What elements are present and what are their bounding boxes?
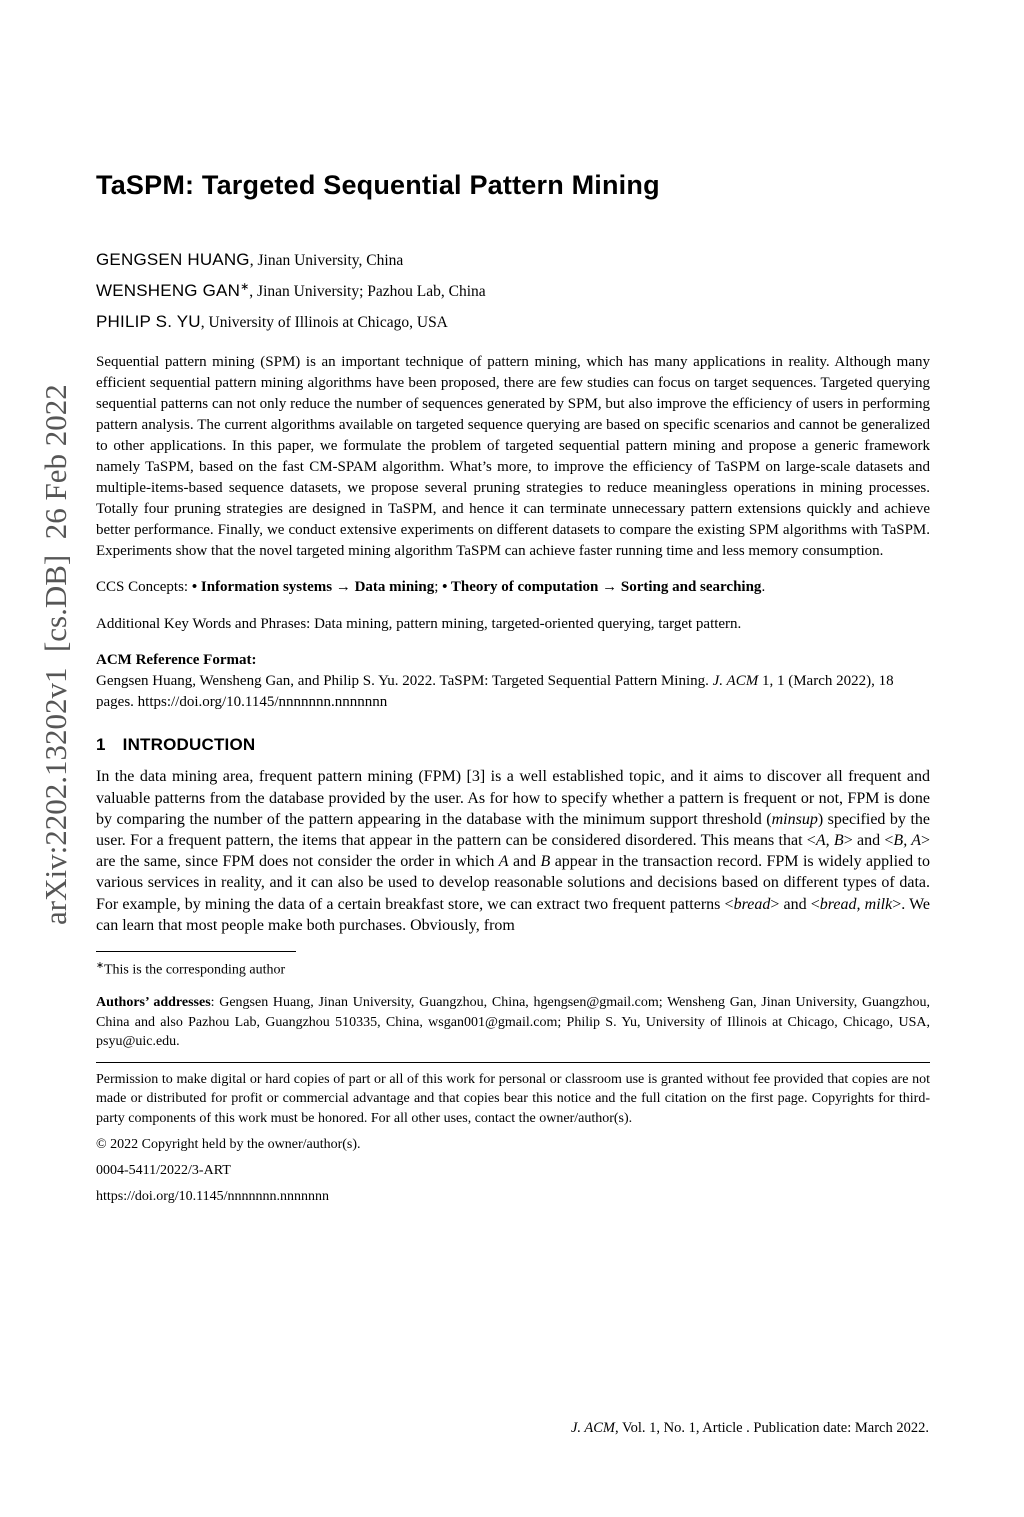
acm-reference-format-heading: ACM Reference Format: <box>96 652 257 669</box>
footnote-divider <box>96 951 296 952</box>
arxiv-watermark: arXiv:2202.13202v1 [cs.DB] 26 Feb 2022 <box>38 384 73 926</box>
keywords: Additional Key Words and Phrases: Data mining, pattern mining, targeted-oriented querying, target pattern. <box>96 616 742 633</box>
author-affiliation: , University of Illinois at Chicago, USA <box>200 314 448 332</box>
author-name: PHILIP S. YU <box>96 312 201 332</box>
author-line <box>96 274 930 305</box>
author-name: WENSHENG GAN <box>96 281 241 301</box>
paper-page <box>96 0 930 1206</box>
doi-link[interactable]: https://doi.org/10.1145/nnnnnnn.nnnnnnn <box>96 1188 329 1204</box>
author-line <box>96 305 930 336</box>
journal-footer: J. ACM, Vol. 1, No. 1, Article . Publication date: March 2022. <box>570 1420 929 1436</box>
issn-line: 0004-5411/2022/3-ART <box>96 1162 231 1178</box>
introduction-paragraph: In the data mining area, frequent pattern mining (FPM) [3] is a well established topic, and it aims to discover all frequent and valuable patterns from the database provided by the user. As for how to specify whether a pattern is frequent or not, FPM is done by comparing the number of the pattern appearing in the database with the minimum support threshold (minsup) specified by the user. For a frequent pattern, the items that appear in the pattern can be considered disordered. This means that <A, B> and <B, A> are the same, since FPM does not consider the order in which A and B appear in the transaction record. FPM is widely applied to various services in reality, and it can also be used to develop reasonable solutions and decisions based on different types of data. For example, by mining the data of a certain breakfast store, we can extract two frequent patterns <bread> and <bread, milk>. We can learn that most people make both purchases. Obviously, from <box>96 768 931 934</box>
corresponding-author-footnote: ∗This is the corresponding author <box>96 961 286 978</box>
section-number: 1 <box>96 735 106 755</box>
permission-divider <box>96 1062 930 1063</box>
permission-statement: Permission to make digital or hard copies of part or all of this work for personal or classroom use is granted without fee provided that copies are not made or distributed for profit or commercial advantage and that copies bear this notice and the full citation on the first page. Copyrights for third-party components of this work must be honored. For all other uses, contact the owner/author(s). <box>96 1071 930 1126</box>
acm-reference-citation: Gengsen Huang, Wensheng Gan, and Philip S. Yu. 2022. TaSPM: Targeted Sequential Pattern Mining. J. ACM 1, 1 (March 2022), 18 pages. https://doi.org/10.1145/nnnnnnn.nnnnnnn <box>96 673 894 711</box>
page-title: TaSPM: Targeted Sequential Pattern Mining <box>96 170 660 200</box>
authors-addresses: Authors’ addresses: Gengsen Huang, Jinan University, Guangzhou, China, hgengsen@gmail.com; Wensheng Gan, Jinan University, Guangzhou, China and also Pazhou Lab, Guangzhou 510335, China, wsgan001@gmail.com; Philip S. Yu, University of Illinois at Chicago, Chicago, USA, psyu@uic.edu. <box>96 995 930 1050</box>
author-footnote-mark: ∗ <box>240 281 250 294</box>
abstract-text: Sequential pattern mining (SPM) is an important technique of pattern mining, which has many applications in reality. Although many efficient sequential pattern mining algorithms have been proposed, there are few studies can focus on target sequences. Targeted querying sequential patterns can not only reduce the number of sequences generated by SPM, but also improve the efficiency of users in performing pattern analysis. The current algorithms available on targeted sequence querying are based on specific scenarios and cannot be generalized to other applications. In this paper, we formulate the problem of targeted sequential pattern mining and propose a generic framework namely TaSPM, based on the fast CM-SPAM algorithm. What’s more, to improve the efficiency of TaSPM on large-scale datasets and multiple-items-based sequence datasets, we propose several pruning strategies to reduce meaningless operations in mining processes. Totally four pruning strategies are designed in TaSPM, and hence it can terminate unnecessary pattern extensions quickly and achieve better performance. Finally, we conduct extensive experiments on different datasets to compare the existing SPM algorithms with TaSPM. Experiments show that the novel targeted mining algorithm TaSPM can achieve faster running time and less memory consumption. <box>96 354 930 560</box>
ccs-concepts: CCS Concepts: • Information systems → Data mining; • Theory of computation → Sorting and searching. <box>96 579 766 596</box>
author-line <box>96 243 930 274</box>
section-title: INTRODUCTION <box>122 735 256 755</box>
author-block <box>96 243 930 336</box>
author-name: GENGSEN HUANG <box>96 250 250 270</box>
copyright-line: © 2022 Copyright held by the owner/author(s). <box>96 1136 361 1152</box>
author-affiliation: , Jinan University; Pazhou Lab, China <box>249 283 486 301</box>
section-heading-introduction <box>96 735 930 755</box>
author-affiliation: , Jinan University, China <box>249 252 404 270</box>
